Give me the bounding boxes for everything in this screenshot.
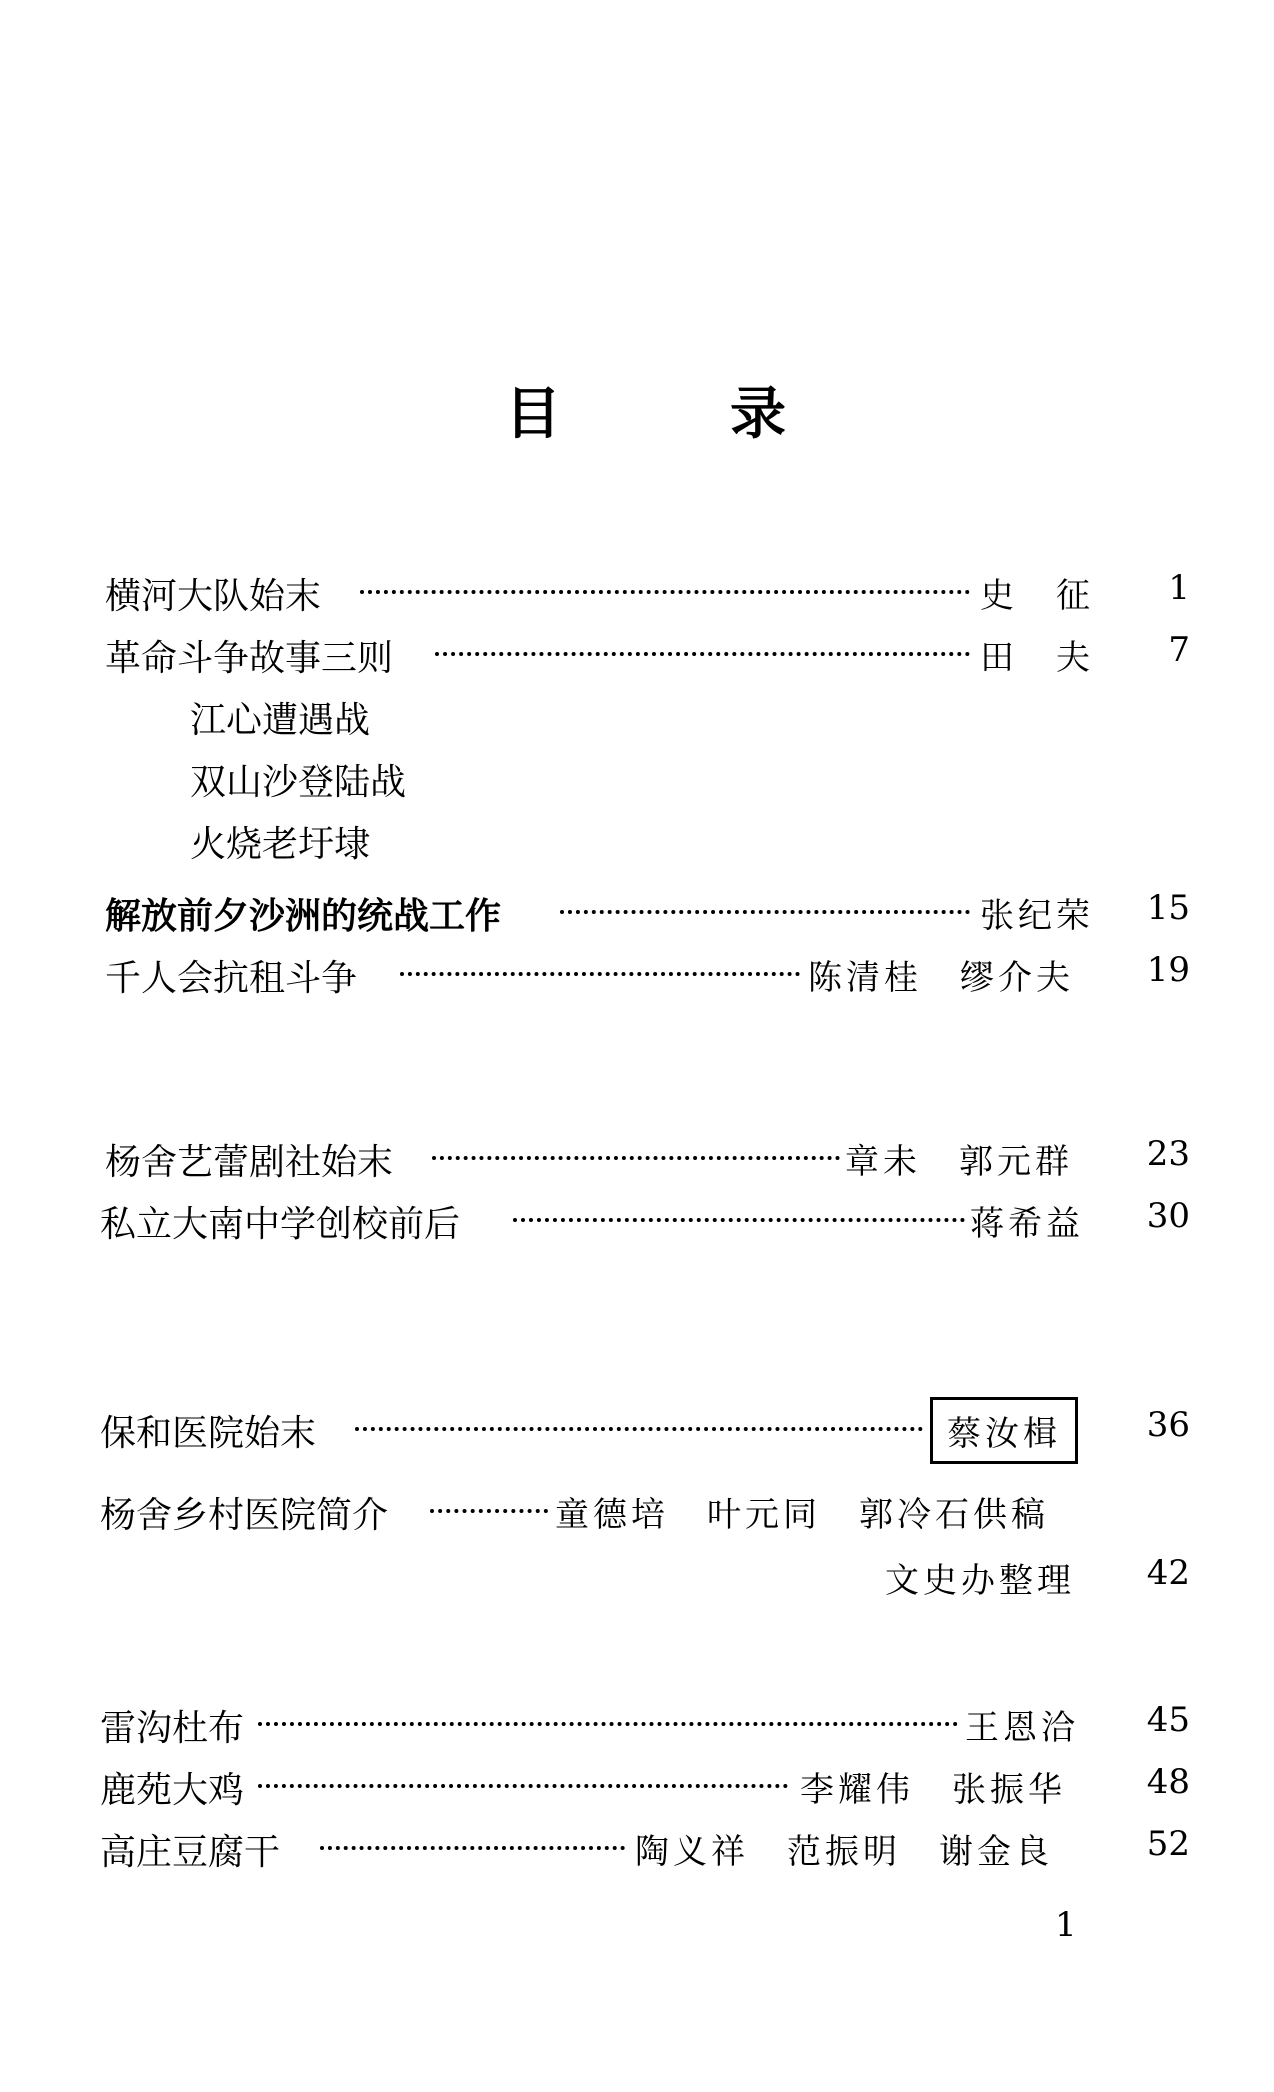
dot-leader <box>430 1509 548 1513</box>
entry-author: 田 夫 <box>980 638 1094 678</box>
dot-leader <box>360 590 970 594</box>
toc-entry[interactable] <box>0 1700 1274 1754</box>
toc-entry[interactable] <box>0 1762 1274 1816</box>
dot-leader <box>258 1784 788 1788</box>
dot-leader <box>560 910 970 914</box>
entry-author-secondary: 文史办整理 <box>885 1561 1075 1601</box>
dot-leader <box>432 1156 840 1160</box>
entry-author: 王恩洽 <box>965 1708 1079 1748</box>
title-char-1: 目 <box>505 382 561 447</box>
entry-author: 陈清桂 缪介夫 <box>808 958 1074 998</box>
toc-entry[interactable] <box>0 950 1274 1004</box>
toc-entry[interactable] <box>0 1196 1274 1250</box>
entry-page: 45 <box>1146 1700 1190 1740</box>
entry-title: 雷沟杜布 <box>100 1708 245 1749</box>
entry-title: 革命斗争故事三则 <box>105 638 394 679</box>
dot-leader <box>400 972 800 976</box>
dot-leader <box>513 1218 965 1222</box>
toc-entry[interactable] <box>0 1134 1274 1188</box>
entry-title: 千人会抗租斗争 <box>105 958 358 999</box>
toc-entry[interactable] <box>0 630 1274 684</box>
entry-author: 李耀伟 张振华 <box>800 1770 1066 1810</box>
entry-title: 杨舍艺蕾剧社始末 <box>105 1142 394 1183</box>
entry-page: 23 <box>1146 1134 1190 1174</box>
entry-author: 蒋希益 <box>970 1204 1084 1244</box>
entry-page: 52 <box>1146 1824 1190 1864</box>
entry-page: 48 <box>1146 1762 1190 1802</box>
dot-leader <box>320 1846 625 1850</box>
entry-author: 史 征 <box>980 576 1094 616</box>
toc-subentry[interactable]: 火烧老圩埭 <box>190 824 371 865</box>
entry-title: 保和医院始末 <box>100 1413 317 1454</box>
toc-entry[interactable] <box>0 888 1274 942</box>
title-char-2: 录 <box>730 382 786 447</box>
entry-title: 解放前夕沙洲的统战工作 <box>105 895 502 937</box>
toc-subentry[interactable]: 双山沙登陆战 <box>190 762 407 803</box>
toc-entry[interactable] <box>0 1405 1274 1459</box>
toc-entry[interactable] <box>0 568 1274 622</box>
toc-entry[interactable] <box>0 1487 1274 1607</box>
entry-page: 19 <box>1146 950 1190 990</box>
entry-author: 章未 郭元群 <box>845 1142 1073 1182</box>
entry-page: 30 <box>1146 1196 1190 1236</box>
entry-title: 横河大队始末 <box>105 576 322 617</box>
entry-title: 私立大南中学创校前后 <box>100 1204 461 1245</box>
entry-author: 陶义祥 范振明 谢金良 <box>635 1832 1053 1872</box>
entry-author: 张纪荣 <box>980 896 1094 936</box>
entry-title: 杨舍乡村医院简介 <box>100 1495 389 1536</box>
entry-page: 36 <box>1146 1405 1190 1445</box>
entry-page: 7 <box>1168 630 1190 670</box>
dot-leader <box>258 1722 958 1726</box>
dot-leader <box>435 652 970 656</box>
entry-title: 鹿苑大鸡 <box>100 1770 245 1811</box>
entry-title: 高庄豆腐干 <box>100 1832 281 1873</box>
entry-page: 42 <box>1146 1553 1190 1593</box>
entry-page: 15 <box>1146 888 1190 928</box>
page-number: 1 <box>1055 1905 1077 1945</box>
dot-leader <box>355 1427 923 1431</box>
toc-entry[interactable] <box>0 1824 1274 1878</box>
toc-subentry[interactable]: 江心遭遇战 <box>190 700 371 741</box>
entry-page: 1 <box>1168 568 1190 608</box>
entry-author: 蔡汝楫 <box>930 1397 1078 1464</box>
entry-author: 童德培 叶元同 郭冷石供稿 <box>555 1495 1049 1535</box>
